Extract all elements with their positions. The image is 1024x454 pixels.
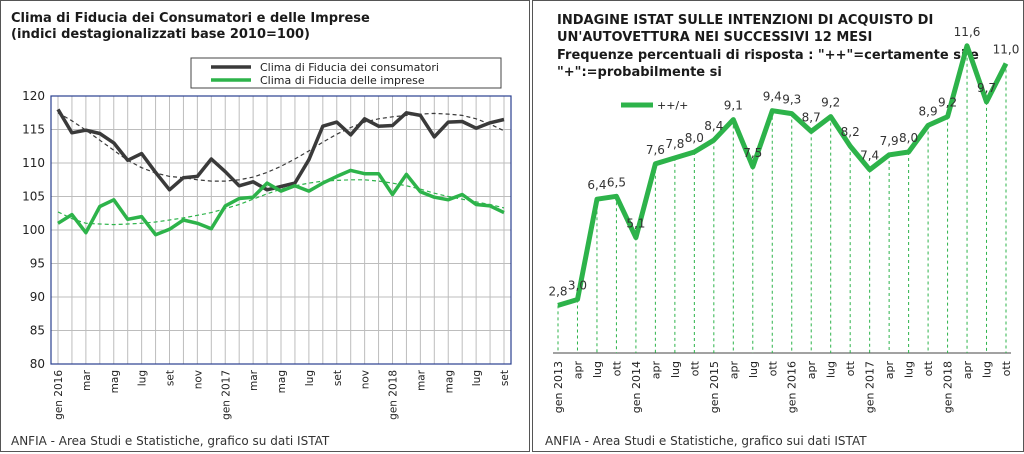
y-tick-label: 80: [29, 357, 45, 371]
x-tick-label: mag: [108, 370, 121, 394]
x-tick-label: set: [164, 370, 177, 387]
data-label: 8,9: [918, 104, 938, 119]
data-label: 8,0: [684, 131, 704, 145]
data-label: 8,2: [840, 125, 860, 140]
right-chart-panel: [532, 0, 1024, 452]
y-tick-label: 105: [22, 189, 45, 204]
data-label: 8,4: [704, 119, 724, 134]
x-tick-label: gen 2018: [941, 361, 955, 414]
data-label: 9,3: [782, 92, 802, 107]
y-tick-label: 100: [22, 223, 45, 237]
data-label: 7,8: [665, 136, 685, 151]
x-tick-label: gen 2017: [220, 370, 233, 420]
left-chart-subtitle: (indici destagionalizzati base 2010=100): [11, 27, 310, 42]
data-label: 9,2: [938, 95, 958, 110]
x-tick-label: mag: [276, 370, 288, 394]
left-chart-title: Clima di Fiducia dei Consumatori e delle Imprese: [11, 11, 370, 26]
y-tick-label: 120: [22, 89, 45, 103]
x-tick-label: ott: [844, 361, 858, 377]
x-tick-label: mar: [248, 370, 261, 391]
x-tick-label: set: [331, 370, 344, 387]
data-label: 9,2: [821, 95, 841, 110]
legend-label: ++/+: [657, 99, 689, 112]
data-label: 7,4: [860, 148, 880, 163]
data-label: 3,0: [567, 278, 588, 293]
x-tick-label: apr: [805, 361, 819, 380]
y-tick-label: 110: [22, 156, 45, 170]
data-label: 6,4: [587, 178, 607, 193]
x-tick-label: lug: [303, 370, 316, 387]
x-tick-label: gen 2014: [629, 361, 643, 414]
x-tick-label: ott: [922, 361, 936, 377]
left-chart-source: ANFIA - Area Studi e Statistiche, grafico su dati ISTAT: [11, 434, 330, 448]
x-tick-label: mar: [415, 370, 428, 391]
x-tick-label: lug: [136, 370, 149, 387]
x-tick-label: lug: [590, 361, 604, 379]
data-label: 8,0: [899, 131, 919, 145]
x-tick-label: lug: [668, 361, 682, 379]
x-tick-label: lug: [471, 370, 484, 387]
x-tick-label: lug: [980, 361, 994, 379]
x-tick-label: ott: [766, 361, 780, 377]
x-tick-label: lug: [824, 361, 838, 379]
data-label: 11,6: [953, 24, 981, 39]
x-tick-label: nov: [192, 370, 205, 390]
x-tick-label: gen 2016: [53, 370, 65, 420]
x-tick-label: gen 2013: [552, 361, 565, 414]
data-label: 8,7: [801, 110, 821, 125]
data-label: 7,6: [645, 142, 665, 157]
x-tick-label: mag: [443, 370, 456, 394]
x-tick-label: apr: [883, 361, 897, 380]
right-chart-svg: [533, 1, 1023, 451]
x-tick-label: lug: [902, 361, 916, 379]
x-tick-label: apr: [727, 361, 741, 380]
x-tick-label: apr: [571, 361, 585, 380]
data-label: 5,1: [626, 216, 646, 231]
y-tick-label: 85: [29, 323, 45, 338]
data-label: 9,7: [976, 80, 997, 95]
x-tick-label: nov: [359, 370, 372, 390]
x-tick-label: ott: [610, 361, 624, 377]
x-tick-label: gen 2018: [387, 370, 400, 420]
x-tick-label: mar: [80, 370, 93, 391]
x-tick-label: ott: [688, 361, 702, 377]
left-chart-svg: [1, 1, 529, 451]
data-label: 7,5: [743, 145, 763, 160]
y-tick-label: 95: [29, 256, 45, 271]
x-tick-label: set: [499, 370, 511, 387]
legend-label-consumers: Clima di Fiducia dei consumatori: [260, 61, 439, 74]
data-label: 9,4: [762, 89, 782, 104]
x-tick-label: apr: [649, 361, 663, 380]
data-label: 9,1: [723, 98, 743, 113]
right-chart-source: ANFIA - Area Studi e Statistiche, grafico sui dati ISTAT: [545, 434, 867, 448]
x-tick-label: gen 2015: [707, 361, 721, 414]
data-label: 2,8: [548, 284, 568, 299]
y-tick-label: 115: [22, 122, 45, 137]
right-chart-subtitle: Frequenze percentuali di risposta : "++"=certamente si e: [557, 48, 979, 63]
x-tick-label: apr: [961, 361, 975, 380]
x-tick-label: lug: [746, 361, 760, 379]
legend-label-business: Clima di Fiducia delle imprese: [260, 74, 425, 87]
y-tick-label: 90: [29, 290, 45, 304]
data-label: 11,0: [992, 42, 1020, 57]
x-tick-label: gen 2017: [863, 361, 877, 414]
data-label: 7,9: [879, 133, 899, 148]
right-chart-title: INDAGINE ISTAT SULLE INTENZIONI DI ACQUISTO DI: [557, 13, 934, 28]
data-label: 6,5: [606, 175, 626, 190]
x-tick-label: ott: [1000, 361, 1013, 377]
right-chart-title-line2: UN'AUTOVETTURA NEI SUCCESSIVI 12 MESI: [557, 30, 873, 45]
x-tick-label: gen 2016: [785, 361, 799, 414]
right-chart-subtitle-line2: "+":=probabilmente si: [557, 65, 722, 80]
